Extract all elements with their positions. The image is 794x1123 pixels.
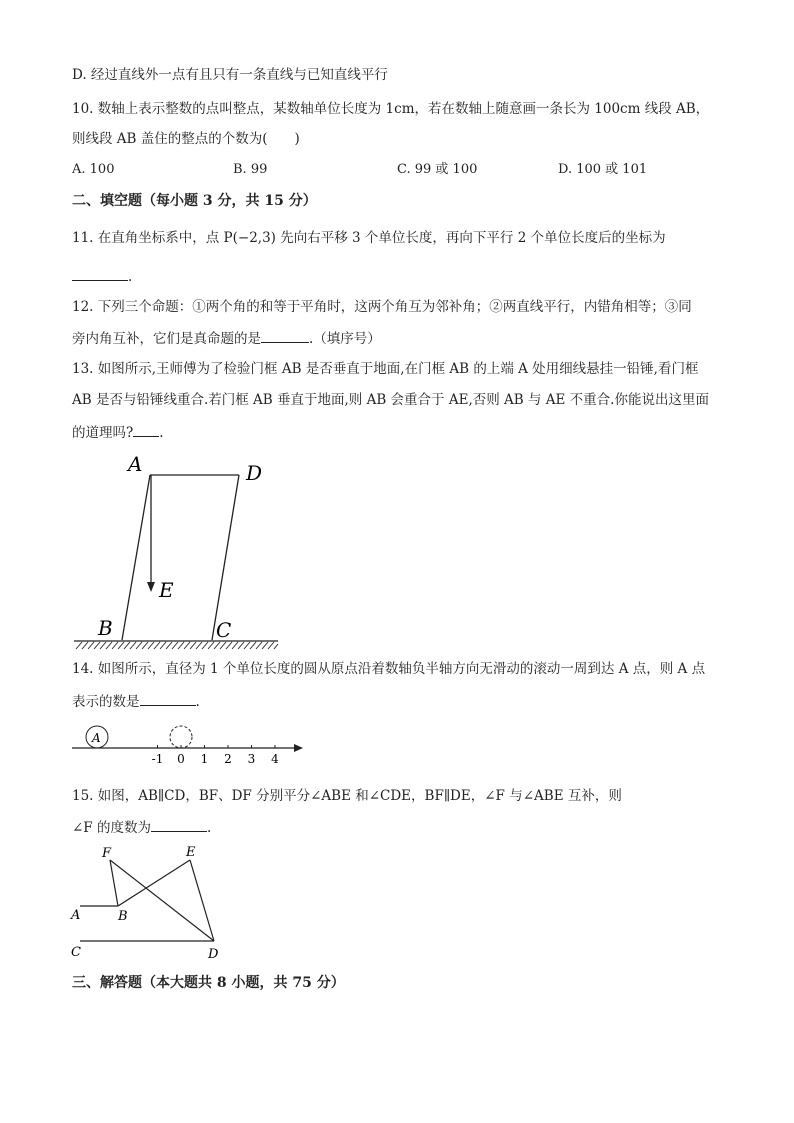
q15-segment-be [118, 860, 190, 906]
q14-tick-label: 2 [224, 752, 232, 766]
q15-label-d: D [208, 947, 219, 962]
q13-answer-blank[interactable] [133, 422, 159, 437]
q14-number-line-figure [70, 720, 310, 770]
q14-line2-end: . [195, 694, 200, 710]
q10-option-d: D. 100 或 101 [558, 162, 648, 177]
q14-answer-blank[interactable] [140, 691, 196, 706]
q13-arrow-head [147, 582, 155, 592]
q14-start-circle-dashed [170, 726, 192, 748]
q11-stem-line1: 11. 在直角坐标系中，点 P(−2,3) 先向右平移 3 个单位长度，再向下平行 2 个单位长度后的坐标为 [72, 230, 666, 246]
q13-label-e: E [159, 578, 174, 602]
q15-label-e: E [186, 845, 196, 860]
q14-tick-label: -1 [151, 752, 164, 766]
q15-stem-line1: 15. 如图，AB∥CD，BF、DF 分别平分∠ABE 和∠CDE，BF∥DE，∠F 与∠ABE 互补，则 [72, 788, 622, 804]
q13-segment-ab [122, 475, 150, 640]
q10-stem-line2: 则线段 AB 盖住的整点的个数为( ) [72, 131, 300, 147]
q12-stem-line2 [72, 328, 381, 348]
q13-label-a: A [128, 452, 143, 476]
q10-option-b: B. 99 [233, 162, 268, 177]
q13-door-frame-figure [70, 452, 285, 657]
q15-stem-line2 [72, 817, 211, 837]
q14-axis-arrow [294, 744, 303, 752]
q15-segment-fb [110, 860, 118, 906]
q15-label-f: F [102, 846, 112, 861]
q10-stem-line1: 10. 数轴上表示整数的点叫整点，某数轴单位长度为 1cm，若在数轴上随意画一条长为 100cm 线段 AB， [72, 101, 710, 117]
section-3-title: 三、解答题（本大题共 8 小题，共 75 分） [72, 975, 345, 991]
q15-label-a: A [71, 908, 81, 923]
q9-option-d: D. 经过直线外一点有且只有一条直线与已知直线平行 [72, 67, 388, 83]
q14-circle-label-a: A [92, 731, 101, 745]
q13-line3-text: 的道理吗? [72, 425, 134, 441]
q12-line2-text: 旁内角互补，它们是真命题的是 [72, 331, 261, 347]
q13-stem-line3 [72, 422, 164, 442]
q10-option-c: C. 99 或 100 [397, 162, 478, 177]
q12-answer-blank[interactable] [261, 328, 309, 343]
section-2-title: 二、填空题（每小题 3 分，共 15 分） [72, 193, 317, 209]
q15-line2-text: ∠F 的度数为 [72, 820, 151, 836]
q15-geometry-figure [68, 840, 238, 965]
q11-answer-line [72, 266, 132, 286]
q15-line2-end: . [206, 820, 212, 836]
q12-line2-end: .（填序号） [309, 331, 381, 347]
q10-option-a: A. 100 [72, 162, 115, 177]
q13-ground-hatching [76, 642, 278, 649]
q13-line3-end: . [159, 425, 164, 441]
q14-tick-label: 1 [200, 752, 209, 766]
q13-label-c: C [216, 618, 232, 642]
q14-tick-label: 4 [271, 752, 279, 766]
q14-stem-line2 [72, 691, 200, 711]
q13-stem-line2: AB 是否与铅锤线重合.若门框 AB 垂直于地面,则 AB 会重合于 AE,否则 AB 与 AE 不重合.你能说出这里面 [72, 392, 709, 408]
q15-answer-blank[interactable] [151, 817, 207, 832]
q11-answer-blank[interactable] [72, 266, 128, 281]
q15-label-b: B [118, 909, 128, 924]
q14-tick-label: 3 [247, 752, 256, 766]
q15-segment-ed [190, 860, 214, 941]
q14-tick-label: 0 [177, 752, 185, 766]
q13-stem-line1: 13. 如图所示,王师傅为了检验门框 AB 是否垂直于地面,在门框 AB 的上端 A 处用细线悬挂一铅锤,看门框 [72, 361, 699, 377]
q14-line2-text: 表示的数是 [72, 694, 140, 710]
q12-stem-line1: 12. 下列三个命题：①两个角的和等于平角时，这两个角互为邻补角；②两直线平行，内错角相等；③同 [72, 299, 692, 315]
q14-stem-line1: 14. 如图所示，直径为 1 个单位长度的圆从原点沿着数轴负半轴方向无滑动的滚动一周到达 A 点，则 A 点 [72, 661, 706, 677]
q13-segment-dc [212, 475, 239, 640]
q13-label-d: D [246, 461, 263, 485]
q15-label-c: C [71, 945, 81, 960]
q11-period: . [128, 269, 133, 285]
q13-label-b: B [98, 616, 113, 640]
